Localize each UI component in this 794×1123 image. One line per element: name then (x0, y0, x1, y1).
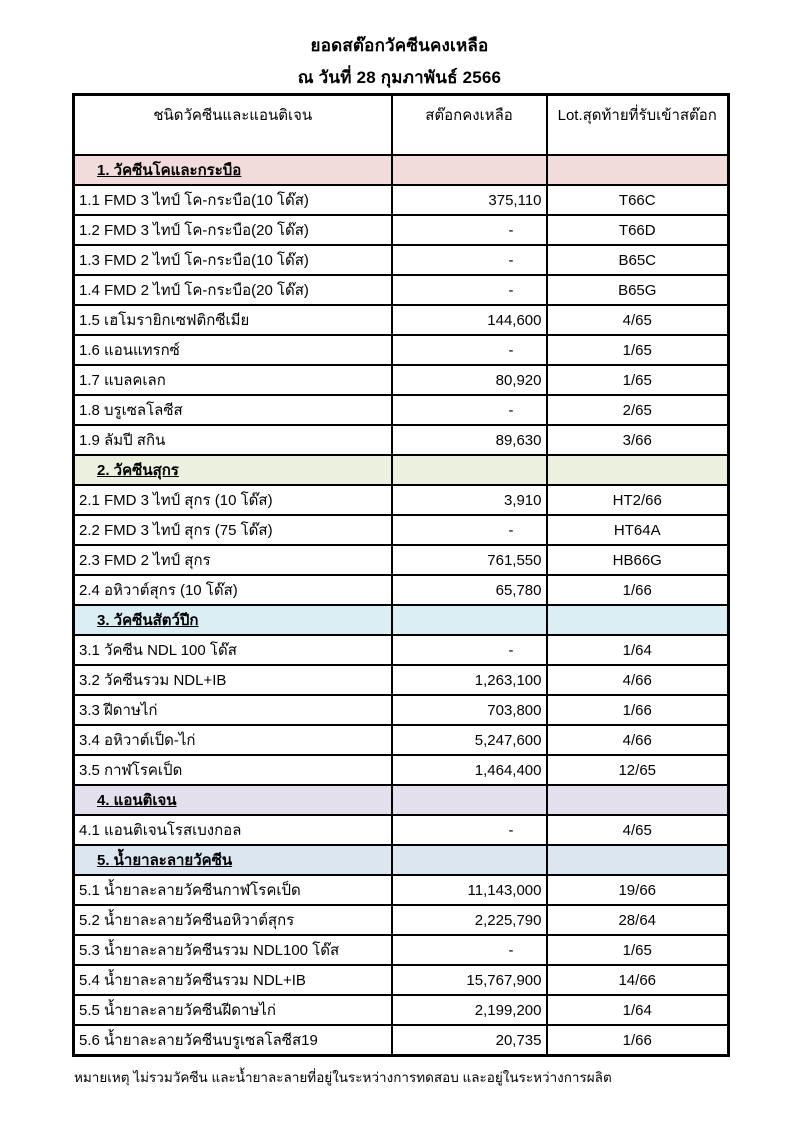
table-row (74, 275, 729, 305)
stock-remaining-cell: - (392, 515, 547, 545)
table-row (74, 725, 729, 755)
last-lot-cell: 3/66 (547, 425, 729, 455)
footnote: หมายเหตุ ไม่รวมวัคซีน และน้ำยาละลายที่อยู่ในระหว่างการทดสอบ และอยู่ในระหว่างการผลิต (74, 1070, 612, 1085)
vaccine-name-cell: 1.8 บรูเซลโลซีส (74, 395, 392, 425)
column-header-stock-remaining: สต๊อกคงเหลือ (392, 95, 547, 156)
last-lot-cell: 19/66 (547, 875, 729, 905)
stock-remaining-cell: 1,263,100 (392, 665, 547, 695)
section-header-row (74, 785, 729, 815)
vaccine-name-cell: 3.4 อหิวาต์เป็ด-ไก่ (74, 725, 392, 755)
page-title: ยอดสต๊อกวัคซีนคงเหลือ (310, 36, 489, 55)
stock-remaining-cell: - (392, 635, 547, 665)
section-empty-cell (547, 785, 729, 815)
table-row (74, 635, 729, 665)
section-label-cell (74, 605, 392, 635)
vaccine-name-cell: 1.1 FMD 3 ไทป์ โค-กระบือ(10 โด๊ส) (74, 185, 392, 215)
vaccine-name-cell: 2.3 FMD 2 ไทป์ สุกร (74, 545, 392, 575)
table-row (74, 305, 729, 335)
section-empty-cell (392, 605, 547, 635)
stock-remaining-cell: 5,247,600 (392, 725, 547, 755)
section-empty-cell (547, 455, 729, 485)
stock-remaining-cell: 375,110 (392, 185, 547, 215)
section-label-cell (74, 155, 392, 185)
stock-remaining-cell: 761,550 (392, 545, 547, 575)
section-empty-cell (392, 455, 547, 485)
report-titles (72, 30, 727, 95)
table-row (74, 425, 729, 455)
vaccine-name-cell: 3.3 ฝีดาษไก่ (74, 695, 392, 725)
column-header-vaccine-type: ชนิดวัคซีนและแอนติเจน (74, 95, 392, 156)
section-header-row (74, 155, 729, 185)
table-row (74, 935, 729, 965)
section-label: 3. วัคซีนสัตว์ปีก (97, 612, 199, 629)
last-lot-cell: HT2/66 (547, 485, 729, 515)
stock-remaining-cell: - (392, 245, 547, 275)
last-lot-cell: T66D (547, 215, 729, 245)
vaccine-name-cell: 5.3 น้ำยาละลายวัคซีนรวม NDL100 โด๊ส (74, 935, 392, 965)
vaccine-name-cell: 3.2 วัคซีนรวม NDL+IB (74, 665, 392, 695)
section-header-row (74, 605, 729, 635)
table-row (74, 185, 729, 215)
vaccine-name-cell: 5.4 น้ำยาละลายวัคซีนรวม NDL+IB (74, 965, 392, 995)
last-lot-cell: 1/66 (547, 695, 729, 725)
stock-remaining-cell: 3,910 (392, 485, 547, 515)
last-lot-cell: 1/65 (547, 365, 729, 395)
last-lot-cell: 14/66 (547, 965, 729, 995)
table-row (74, 905, 729, 935)
vaccine-name-cell: 1.4 FMD 2 ไทป์ โค-กระบือ(20 โด๊ส) (74, 275, 392, 305)
last-lot-cell: 4/65 (547, 305, 729, 335)
last-lot-cell: 12/65 (547, 755, 729, 785)
stock-remaining-cell: 20,735 (392, 1025, 547, 1056)
table-row (74, 995, 729, 1025)
stock-remaining-cell: 65,780 (392, 575, 547, 605)
last-lot-cell: 1/66 (547, 1025, 729, 1056)
vaccine-name-cell: 2.2 FMD 3 ไทป์ สุกร (75 โด๊ส) (74, 515, 392, 545)
section-label: 2. วัคซีนสุกร (97, 462, 179, 479)
stock-remaining-cell: 2,225,790 (392, 905, 547, 935)
vaccine-name-cell: 2.1 FMD 3 ไทป์ สุกร (10 โด๊ส) (74, 485, 392, 515)
stock-remaining-cell: - (392, 395, 547, 425)
table-row (74, 695, 729, 725)
last-lot-cell: 1/66 (547, 575, 729, 605)
vaccine-name-cell: 4.1 แอนติเจนโรสเบงกอล (74, 815, 392, 845)
section-empty-cell (547, 845, 729, 875)
stock-remaining-cell: 11,143,000 (392, 875, 547, 905)
last-lot-cell: 2/65 (547, 395, 729, 425)
vaccine-name-cell: 1.2 FMD 3 ไทป์ โค-กระบือ(20 โด๊ส) (74, 215, 392, 245)
section-header-row (74, 455, 729, 485)
stock-remaining-cell: 703,800 (392, 695, 547, 725)
last-lot-cell: B65C (547, 245, 729, 275)
stock-remaining-cell: 144,600 (392, 305, 547, 335)
section-empty-cell (547, 605, 729, 635)
stock-remaining-cell: 15,767,900 (392, 965, 547, 995)
stock-remaining-cell: - (392, 935, 547, 965)
section-empty-cell (547, 155, 729, 185)
vaccine-name-cell: 5.2 น้ำยาละลายวัคซีนอหิวาต์สุกร (74, 905, 392, 935)
stock-remaining-cell: 89,630 (392, 425, 547, 455)
vaccine-name-cell: 1.5 เฮโมรายิกเซฟติกซีเมีย (74, 305, 392, 335)
last-lot-cell: 1/64 (547, 635, 729, 665)
vaccine-name-cell: 3.5 กาฬโรคเป็ด (74, 755, 392, 785)
vaccine-name-cell: 3.1 วัคซีน NDL 100 โด๊ส (74, 635, 392, 665)
stock-remaining-cell: - (392, 275, 547, 305)
table-row (74, 545, 729, 575)
table-row (74, 515, 729, 545)
table-row (74, 395, 729, 425)
table-row (74, 365, 729, 395)
table-row (74, 665, 729, 695)
stock-remaining-cell: - (392, 215, 547, 245)
table-row (74, 875, 729, 905)
table-row (74, 815, 729, 845)
table-row (74, 485, 729, 515)
vaccine-name-cell: 1.9 ลัมปี สกิน (74, 425, 392, 455)
last-lot-cell: B65G (547, 275, 729, 305)
table-row (74, 755, 729, 785)
last-lot-cell: 1/65 (547, 335, 729, 365)
section-empty-cell (392, 845, 547, 875)
vaccine-name-cell: 1.6 แอนแทรกซ์ (74, 335, 392, 365)
table-row (74, 965, 729, 995)
stock-remaining-cell: 2,199,200 (392, 995, 547, 1025)
stock-remaining-cell: - (392, 335, 547, 365)
vaccine-name-cell: 5.5 น้ำยาละลายวัคซีนฝีดาษไก่ (74, 995, 392, 1025)
table-header-row (74, 95, 729, 156)
section-label-cell (74, 845, 392, 875)
last-lot-cell: 1/64 (547, 995, 729, 1025)
column-header-last-lot: Lot.สุดท้ายที่รับเข้าสต๊อก (547, 95, 729, 156)
vaccine-name-cell: 1.7 แบลคเลก (74, 365, 392, 395)
last-lot-cell: 4/66 (547, 725, 729, 755)
section-label: 5. น้ำยาละลายวัคซีน (97, 852, 233, 869)
section-label: 4. แอนติเจน (97, 792, 177, 809)
vaccine-name-cell: 2.4 อหิวาต์สุกร (10 โด๊ส) (74, 575, 392, 605)
vaccine-stock-table (72, 93, 730, 1057)
section-label-cell (74, 455, 392, 485)
table-row (74, 245, 729, 275)
table-row (74, 215, 729, 245)
last-lot-cell: 4/66 (547, 665, 729, 695)
vaccine-name-cell: 5.6 น้ำยาละลายวัคซีนบรูเซลโลซีส19 (74, 1025, 392, 1056)
last-lot-cell: HB66G (547, 545, 729, 575)
section-label: 1. วัคซีนโคและกระบือ (97, 162, 242, 179)
stock-remaining-cell: 80,920 (392, 365, 547, 395)
vaccine-name-cell: 1.3 FMD 2 ไทป์ โค-กระบือ(10 โด๊ส) (74, 245, 392, 275)
section-empty-cell (392, 155, 547, 185)
table-row (74, 335, 729, 365)
stock-remaining-cell: 1,464,400 (392, 755, 547, 785)
stock-remaining-cell: - (392, 815, 547, 845)
last-lot-cell: 4/65 (547, 815, 729, 845)
section-empty-cell (392, 785, 547, 815)
page-subtitle-date: ณ วันที่ 28 กุมภาพันธ์ 2566 (297, 68, 502, 88)
last-lot-cell: 28/64 (547, 905, 729, 935)
section-header-row (74, 845, 729, 875)
section-label-cell (74, 785, 392, 815)
vaccine-name-cell: 5.1 น้ำยาละลายวัคซีนกาฬโรคเป็ด (74, 875, 392, 905)
table-row (74, 1025, 729, 1056)
last-lot-cell: T66C (547, 185, 729, 215)
last-lot-cell: 1/65 (547, 935, 729, 965)
last-lot-cell: HT64A (547, 515, 729, 545)
table-row (74, 575, 729, 605)
